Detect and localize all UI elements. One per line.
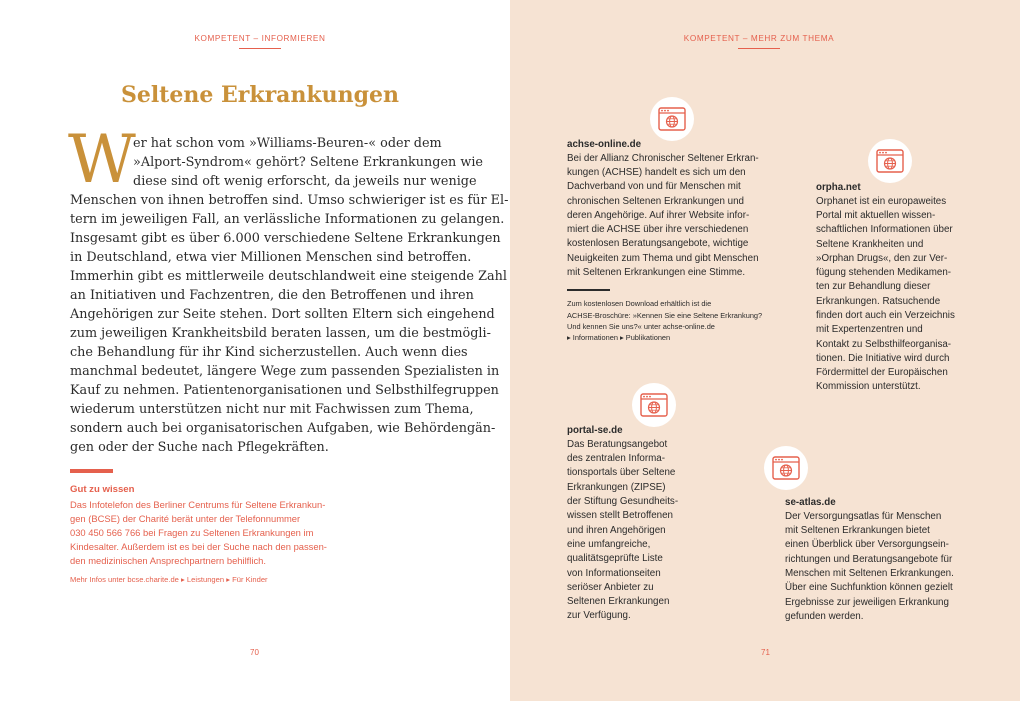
entry-line: Kommission unterstützt. (816, 381, 921, 392)
body-line: diese sind oft wenig erforscht, da jeweils nur wenige (133, 174, 477, 189)
info-box-rule (70, 469, 113, 473)
entry-line: Portal mit aktuellen wissen- (816, 210, 936, 221)
entry-line: eine umfangreiche, (567, 539, 651, 550)
body-line: zum jeweiligen Krankheitsbild beraten lassen, um die bestmögli- (70, 326, 491, 341)
entry-line: Bei der Allianz Chronischer Seltener Erkran- (567, 153, 759, 164)
entry-line: Das Beratungsangebot (567, 439, 668, 450)
entry-line: finden dort auch ein Verzeichnis (816, 310, 955, 321)
entry-line: gefunden werden. (785, 611, 864, 622)
note-line: Zum kostenlosen Download erhältlich ist die (567, 299, 712, 308)
body-line: Menschen von ihnen betroffen sind. Umso schwieriger ist es für El- (70, 193, 509, 208)
entry-line: Neuigkeiten zum Thema und gibt Menschen (567, 253, 759, 264)
entry-line: qualitätsgeprüfte Liste (567, 553, 663, 564)
note-line: ACHSE-Broschüre: »Kennen Sie eine Seltene Erkrankung? (567, 311, 763, 320)
body-line: gen oder der Suche nach Pflegekräften. (70, 440, 329, 455)
note-link[interactable]: ▸ Informationen ▸ Publikationen (567, 333, 671, 342)
entry-line: miert die ACHSE über ihre verschiedenen (567, 224, 749, 235)
entry-line: Seltenen Erkrankungen (567, 596, 670, 607)
info-box-line: 030 450 566 766 bei Fragen zu Seltenen Erkrankungen im (70, 527, 314, 538)
body-line: manchmal bedeutet, längere Wege zum passenden Spezialisten in (70, 364, 500, 379)
info-box-link[interactable]: Mehr Infos unter bcse.charite.de ▸ Leistungen ▸ Für Kinder (70, 575, 268, 584)
entry-line: Orphanet ist ein europaweites (816, 196, 947, 207)
entry-line: kungen (ACHSE) handelt es sich um den (567, 167, 746, 178)
entry-line: und ihren Angehörigen (567, 525, 666, 536)
entry-line: mit Seltenen Erkrankungen eine Stimme. (567, 267, 746, 278)
globe-browser-icon (632, 383, 676, 427)
body-line: Insgesamt gibt es über 6.000 verschiedene Seltene Erkrankungen (70, 231, 501, 246)
drop-cap: W (68, 121, 136, 198)
entry-line: der Stiftung Gesundheits- (567, 496, 679, 507)
entry-line: seriöser Anbieter zu (567, 582, 654, 593)
entry-title-achse[interactable]: achse-online.de (567, 139, 642, 150)
globe-browser-icon (650, 97, 694, 141)
entry-line: Der Versorgungsatlas für Menschen (785, 511, 942, 522)
body-line: Angehörigen zur Seite stehen. Dort sollten Eltern sich eingehend (70, 307, 495, 322)
entry-line: des zentralen Informa- (567, 453, 666, 464)
running-head-text: KOMPETENT – INFORMIEREN (194, 34, 326, 43)
entry-line: zur Verfügung. (567, 610, 631, 621)
entry-line: Über eine Suchfunktion können gezielt (785, 582, 953, 593)
page-number-right: 71 (761, 648, 770, 657)
entry-line: von Informationseiten (567, 568, 661, 579)
entry-line: deren Angehörige. Auf ihrer Website infor- (567, 210, 750, 221)
entry-line: tionsportals über Seltene (567, 467, 676, 478)
entry-line: Kontakt zu Selbsthilfeorganisa- (816, 339, 952, 350)
entry-line: chronischen Seltenen Erkrankungen und (567, 196, 745, 207)
note-line: Und kennen Sie uns?« unter achse-online.de (567, 322, 715, 331)
body-line: sondern auch bei organisatorischen Aufgaben, wie Behördengän- (70, 421, 496, 436)
entry-line: Fördermittel der Europäischen (816, 367, 948, 378)
running-head-rule (738, 48, 780, 49)
entry-line: kostenlosen Beratungsangebote, wichtige (567, 238, 749, 249)
entry-line: einen Überblick über Versorgungsein- (785, 539, 949, 550)
body-line: in Deutschland, etwa vier Millionen Menschen sind betroffen. (70, 250, 472, 265)
body-line: wiederum unterstützen nicht nur mit Fachwissen zum Thema, (70, 402, 474, 417)
entry-line: Erkrankungen. Ratsuchende (816, 296, 941, 307)
entry-line: Dachverband von und für Menschen mit (567, 181, 741, 192)
body-line: »Alport-Syndrom« gehört? Seltene Erkrankungen wie (133, 155, 483, 170)
body-line: er hat schon vom »Williams-Beuren-« oder dem (133, 136, 442, 151)
page-number-left: 70 (250, 648, 259, 657)
entry-line: mit Expertenzentren und (816, 324, 923, 335)
entry-line: Menschen mit Seltenen Erkrankungen. (785, 568, 954, 579)
entry-title-orpha[interactable]: orpha.net (816, 182, 861, 193)
entry-line: mit Seltenen Erkrankungen bietet (785, 525, 930, 536)
info-box-line: gen (BCSE) der Charité berät unter der Telefonnummer (70, 513, 301, 524)
running-head-rule (239, 48, 281, 49)
body-line: an Initiativen und Fachzentren, die den Betroffenen und ihren (70, 288, 474, 303)
entry-line: schaftlichen Informationen über (816, 224, 953, 235)
info-box-title: Gut zu wissen (70, 484, 135, 495)
body-line: Immerhin gibt es mittlerweile deutschlandweit eine steigende Zahl (70, 269, 507, 284)
info-box-line: den medizinischen Ansprechpartnern behilflich. (70, 555, 266, 566)
note-rule (567, 289, 610, 291)
entry-line: Ergebnisse zur jeweiligen Erkrankung (785, 597, 949, 608)
entry-line: Erkrankungen (ZIPSE) (567, 482, 666, 493)
running-head-left (160, 34, 360, 49)
entry-title-portal-se[interactable]: portal-se.de (567, 425, 623, 436)
entry-line: Seltene Krankheiten und (816, 239, 924, 250)
info-box-line: Das Infotelefon des Berliner Centrums für Seltene Erkrankun- (70, 499, 326, 510)
info-box-line: Kindesalter. Außerdem ist es bei der Suche nach den passen- (70, 541, 327, 552)
entry-line: fügung stehenden Medikamen- (816, 267, 952, 278)
body-line: tern im jeweiligen Fall, an verlässliche Informationen zu gelangen. (70, 212, 505, 227)
globe-browser-icon (764, 446, 808, 490)
entry-line: richtungen und Beratungsangebote für (785, 554, 953, 565)
entry-line: ten zur Behandlung dieser (816, 281, 931, 292)
entry-line: wissen stellt Betroffenen (567, 510, 674, 521)
body-line: che Behandlung für ihr Kind sicherzustellen. Auch wenn dies (70, 345, 468, 360)
entry-line: »Orphan Drugs«, den zur Ver- (816, 253, 948, 264)
entry-line: tionen. Die Initiative wird durch (816, 353, 950, 364)
running-head-right (659, 34, 859, 49)
page-title: Seltene Erkrankungen (120, 82, 400, 108)
globe-browser-icon (868, 139, 912, 183)
body-line: Kauf zu nehmen. Patientenorganisationen und Selbsthilfegruppen (70, 383, 499, 398)
running-head-text: KOMPETENT – MEHR ZUM THEMA (683, 34, 835, 43)
entry-title-se-atlas[interactable]: se-atlas.de (785, 497, 836, 508)
